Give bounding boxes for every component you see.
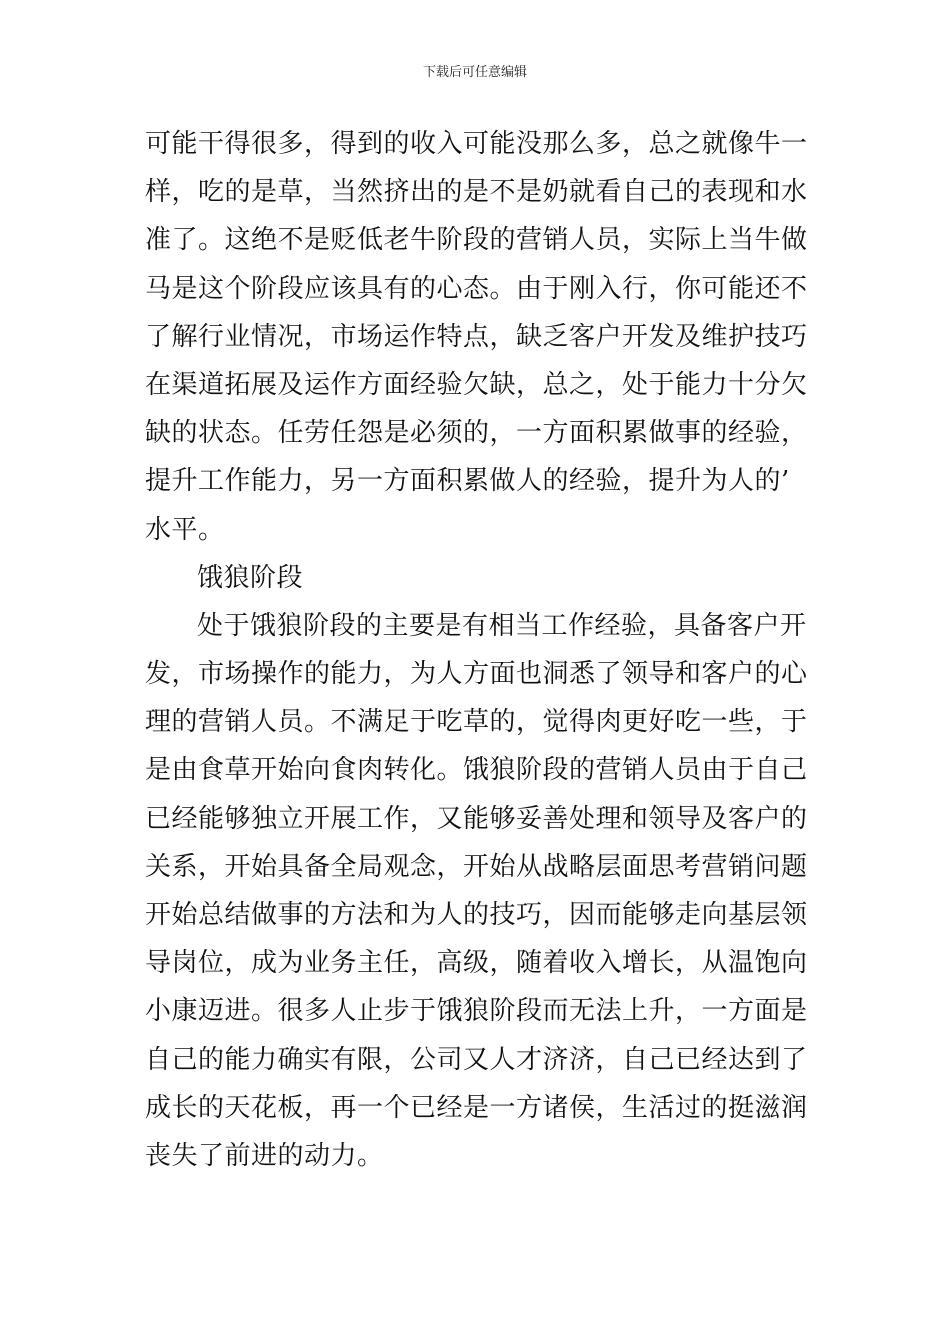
body-line: 了解行业情况，市场运作特点，缺乏客户开发及维护技巧 [145, 321, 808, 352]
body-line: 处于饿狼阶段的主要是有相当工作经验，具备客户开 [197, 610, 807, 641]
body-line: 发，市场操作的能力，为人方面也洞悉了领导和客户的心 [145, 659, 808, 690]
body-line: 丧失了前进的动力。 [145, 1140, 384, 1171]
document-body [145, 120, 815, 1180]
body-line: 自己的能力确实有限，公司又人才济济，自己已经达到了 [145, 1044, 808, 1075]
body-line: 导岗位，成为业务主任，高级，随着收入增长，从温饱向 [145, 948, 808, 979]
body-line: 样，吃的是草，当然挤出的是不是奶就看自己的表现和水 [145, 177, 808, 208]
body-line: 理的营销人员。不满足于吃草的，觉得肉更好吃一些，于 [145, 707, 808, 738]
page-header: 下载后可任意编辑 [422, 65, 527, 80]
body-line: 成长的天花板，再一个已经是一方诸侯，生活过的挺滋润 [145, 1092, 808, 1123]
body-line: 关系，开始具备全局观念，开始从战略层面思考营销问题 [145, 851, 808, 882]
body-line: 开始总结做事的方法和为人的技巧，因而能够走向基层领 [145, 900, 808, 930]
body-line: 已经能够独立开展工作，又能够妥善处理和领导及客户的 [145, 803, 808, 834]
section-heading: 饿狼阶段 [197, 562, 304, 593]
body-line: 缺的状态。任劳任怨是必须的，一方面积累做事的经验， [145, 418, 808, 449]
body-line: 是由食草开始向食肉转化。饿狼阶段的营销人员由于自己 [145, 755, 808, 786]
body-line: 水平。 [145, 514, 225, 545]
body-line: 在渠道拓展及运作方面经验欠缺，总之，处于能力十分欠 [145, 369, 808, 400]
body-line: 提升工作能力，另一方面积累做人的经验，提升为人的’ [145, 466, 790, 497]
body-line: 马是这个阶段应该具有的心态。由于刚入行，你可能还不 [145, 273, 808, 304]
body-line: 小康迈进。很多人止步于饿狼阶段而无法上升，一方面是 [145, 996, 808, 1027]
body-line: 准了。这绝不是贬低老牛阶段的营销人员，实际上当牛做 [145, 225, 808, 256]
body-line: 可能干得很多，得到的收入可能没那么多，总之就像牛一 [145, 129, 808, 159]
